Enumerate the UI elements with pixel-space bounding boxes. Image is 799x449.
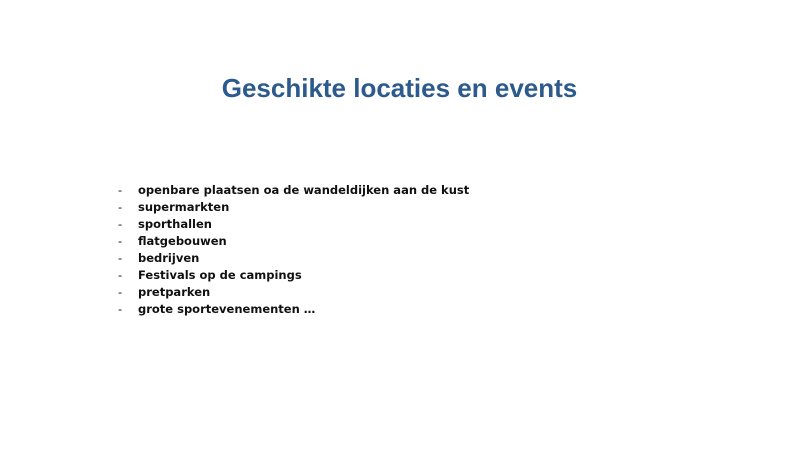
list-item xyxy=(118,250,469,267)
list-item xyxy=(118,284,469,301)
list-item-text: flatgebouwen xyxy=(138,234,227,248)
list-item-text: bedrijven xyxy=(138,251,200,265)
bullet-marker: - xyxy=(118,234,123,248)
list-item xyxy=(118,301,469,318)
list-item xyxy=(118,267,469,284)
bullet-marker: - xyxy=(118,285,123,299)
bullet-marker: - xyxy=(118,183,123,197)
list-item xyxy=(118,199,469,216)
list-item-text: supermarkten xyxy=(138,200,230,214)
list-item-text: pretparken xyxy=(138,285,211,299)
list-item xyxy=(118,216,469,233)
bullet-marker: - xyxy=(118,217,123,231)
list-item-text: sporthallen xyxy=(138,217,212,231)
list-item-text: Festivals op de campings xyxy=(138,268,302,282)
bullet-marker: - xyxy=(118,200,123,214)
list-item xyxy=(118,233,469,250)
bullet-list xyxy=(118,182,469,318)
bullet-marker: - xyxy=(118,268,123,282)
list-item-text: grote sportevenementen … xyxy=(138,302,316,316)
slide-title: Geschikte locaties en events xyxy=(221,73,578,103)
bullet-marker: - xyxy=(118,251,123,265)
list-item-text: openbare plaatsen oa de wandeldijken aan de kust xyxy=(138,183,470,197)
list-item xyxy=(118,182,469,199)
bullet-marker: - xyxy=(118,302,123,316)
